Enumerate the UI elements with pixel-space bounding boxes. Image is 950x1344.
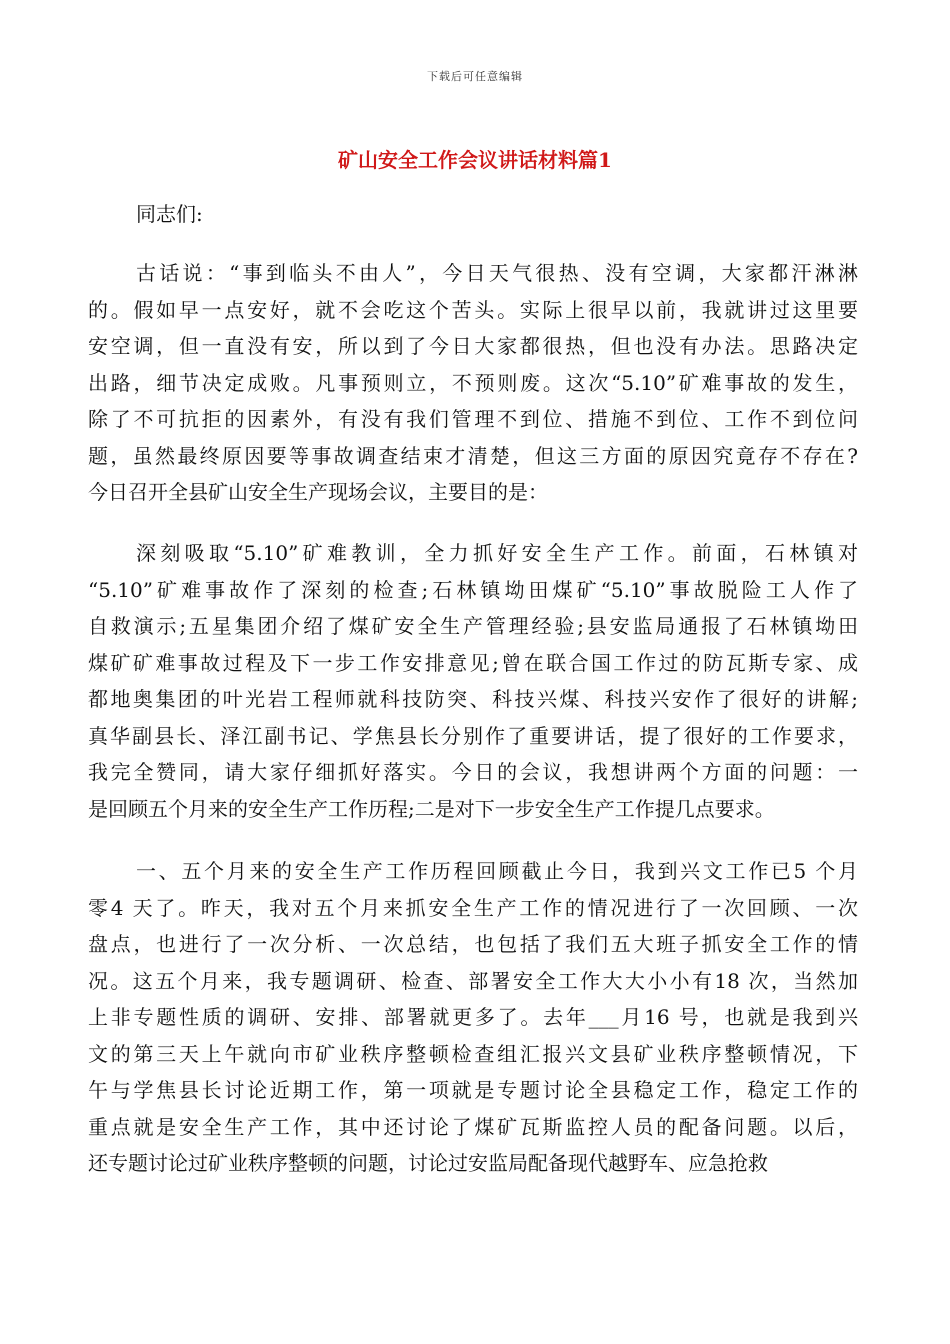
paragraph-line: 煤矿矿难事故过程及下一步工作安排意见;曾在联合国工作过的防瓦斯专家、成 (88, 650, 858, 675)
paragraph-3 (88, 853, 858, 1182)
paragraph-line: 还专题讨论过矿业秩序整顿的问题，讨论过安监局配备现代越野车、应急抢救 (88, 1151, 768, 1175)
paragraph-line: 午与学焦县长讨论近期工作，第一项就是专题讨论全县稳定工作，稳定工作的 (88, 1078, 858, 1102)
paragraph-line: 安空调，但一直没有安，所以到了今日大家都很热，但也没有办法。思路决定 (88, 334, 858, 358)
paragraph-line: 题，虽然最终原因要等事故调查结束才清楚，但这三方面的原因究竟存不存在? (88, 443, 858, 468)
paragraph-line: 出路，细节决定成败。凡事预则立，不预则废。这次“5.10”矿难事故的发生， (88, 370, 858, 395)
paragraph-line: 况。这五个月来，我专题调研、检查、部署安全工作大大小小有18 次，当然加 (88, 968, 858, 993)
paragraph-line: 上非专题性质的调研、安排、部署就更多了。去年___月16 号，也就是我到兴 (88, 1005, 858, 1029)
document-title: 矿山安全工作会议讲话材料篇1 (338, 148, 612, 172)
paragraph-line: “5.10”矿难事故作了深刻的检查;石林镇坳田煤矿“5.10”事故脱险工人作了 (88, 577, 858, 602)
paragraph-line: 是回顾五个月来的安全生产工作历程;二是对下一步安全生产工作提几点要求。 (88, 796, 775, 821)
paragraph-line: 的。假如早一点安好，就不会吃这个苦头。实际上很早以前，我就讲过这里要 (88, 297, 858, 322)
paragraph-2 (88, 535, 858, 827)
paragraph-line: 自救演示;五星集团介绍了煤矿安全生产管理经验;县安监局通报了石林镇坳田 (88, 614, 858, 638)
paragraph-line: 文的第三天上午就向市矿业秩序整顿检查组汇报兴文县矿业秩序整顿情况，下 (88, 1041, 858, 1066)
paragraph-line: 除了不可抗拒的因素外，有没有我们管理不到位、措施不到位、工作不到位问 (88, 407, 858, 431)
paragraph-line: 零4 天了。昨天，我对五个月来抓安全生产工作的情况进行了一次回顾、一次 (88, 895, 858, 920)
paragraph-line: 我完全赞同，请大家仔细抓好落实。今日的会议，我想讲两个方面的问题：一 (88, 760, 858, 784)
paragraph-line: 盘点，也进行了一次分析、一次总结，也包括了我们五大班子抓安全工作的情 (88, 932, 858, 956)
paragraph-line: 一、五个月来的安全生产工作历程回顾截止今日，我到兴文工作已5 个月 (136, 859, 858, 883)
paragraph-1 (88, 255, 858, 511)
paragraph-line: 今日召开全县矿山安全生产现场会议，主要目的是： (88, 480, 548, 504)
paragraph-line: 都地奥集团的叶光岩工程师就科技防突、科技兴煤、科技兴安作了很好的讲解; (88, 687, 858, 711)
paragraph-line: 真华副县长、泽江副书记、学焦县长分别作了重要讲话，提了很好的工作要求， (88, 723, 858, 748)
paragraph-line: 重点就是安全生产工作，其中还讨论了煤矿瓦斯监控人员的配备问题。以后， (88, 1114, 858, 1139)
paragraph-line: 古话说：“事到临头不由人”，今日天气很热、没有空调，大家都汗淋淋 (136, 261, 858, 285)
greeting: 同志们: (136, 202, 203, 226)
header-note: 下载后可任意编辑 (427, 70, 523, 83)
paragraph-line: 深刻吸取“5.10”矿难教训，全力抓好安全生产工作。前面，石林镇对 (136, 541, 858, 565)
